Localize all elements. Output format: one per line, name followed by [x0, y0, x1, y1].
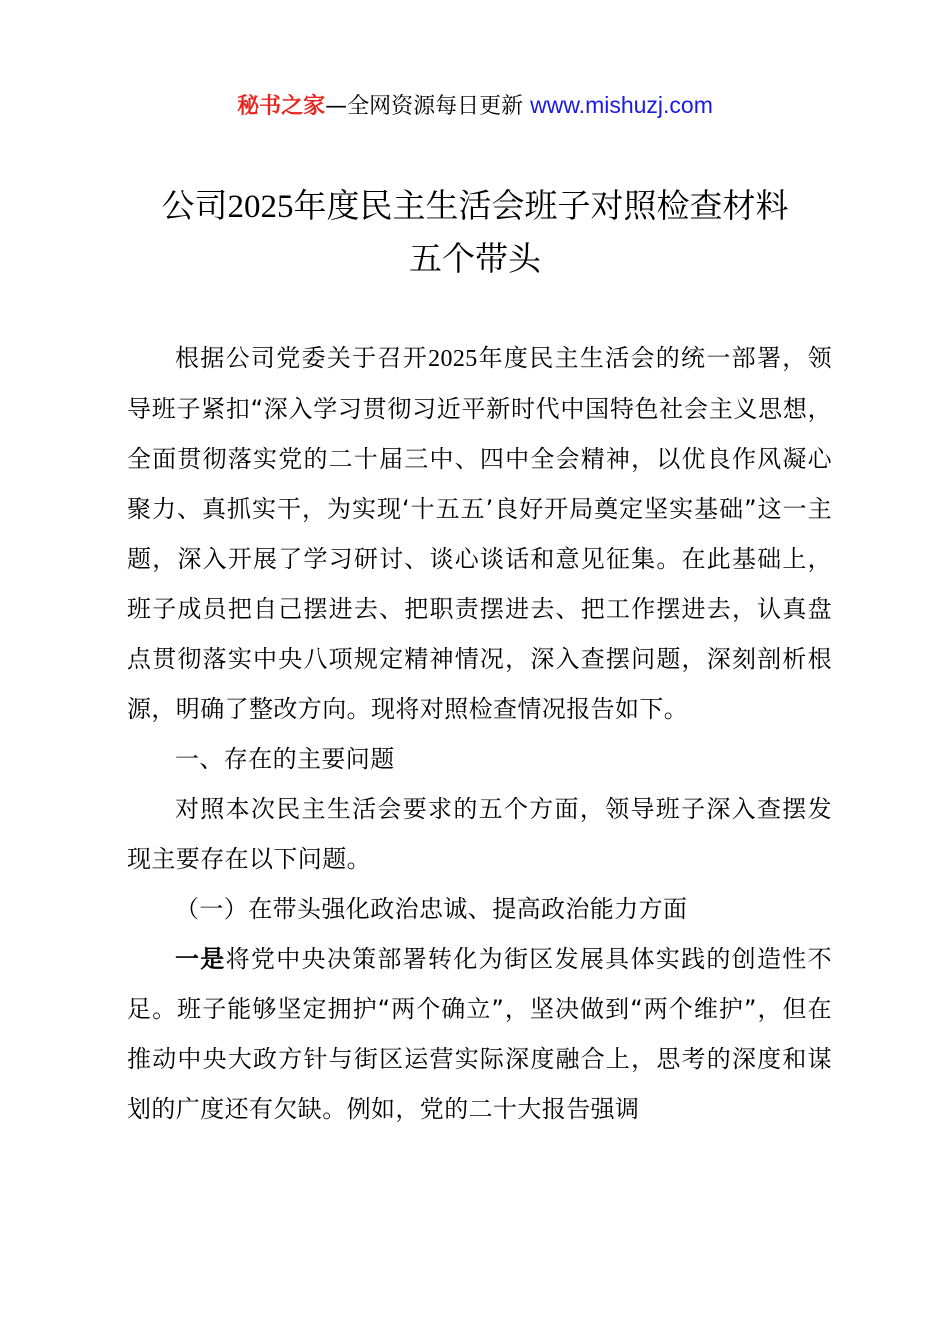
brand-name: 秘书之家	[237, 94, 326, 119]
document-body	[127, 333, 832, 1134]
point-paragraph: 一是将党中央决策部署转化为街区发展具体实践的创造性不足。班子能够坚定拥护“两个确立”，坚决做到“两个维护”，但在推动中央大政方针与街区运营实际深度融合上，思考的深度和谋划的广度还有欠缺。例如，党的二十大报告强调	[127, 945, 832, 1123]
intro-paragraph: 根据公司党委关于召开2025年度民主生活会的统一部署，领导班子紧扣“深入学习贯彻习近平新时代中国特色社会主义思想，全面贯彻落实党的二十届三中、四中全会精神，以优良作风凝心聚力、真抓实干，为实现‘十五五’良好开局奠定坚实基础”这一主题，深入开展了学习研讨、谈心谈话和意见征集。在此基础上，班子成员把自己摆进去、把职责摆进去、把工作摆进去，认真盘点贯彻落实中央八项规定精神情况，深入查摆问题，深刻剖析根源，明确了整改方向。现将对照检查情况报告如下。	[127, 344, 832, 723]
subsection-heading: （一）在带头强化政治忠诚、提高政治能力方面	[175, 895, 688, 923]
section-heading: 一、存在的主要问题	[175, 745, 395, 773]
point-lead: 一是	[175, 945, 226, 973]
title-line-2: 五个带头	[409, 239, 541, 278]
document-title	[0, 180, 950, 285]
section-intro-paragraph: 对照本次民主生活会要求的五个方面，领导班子深入查摆发现主要存在以下问题。	[127, 795, 832, 873]
site-header	[0, 88, 950, 124]
site-link[interactable]: www.mishuzj.com	[530, 92, 713, 118]
title-line-1: 公司2025年度民主生活会班子对照检查材料	[161, 186, 789, 225]
header-tagline: —全网资源每日更新	[325, 94, 531, 119]
